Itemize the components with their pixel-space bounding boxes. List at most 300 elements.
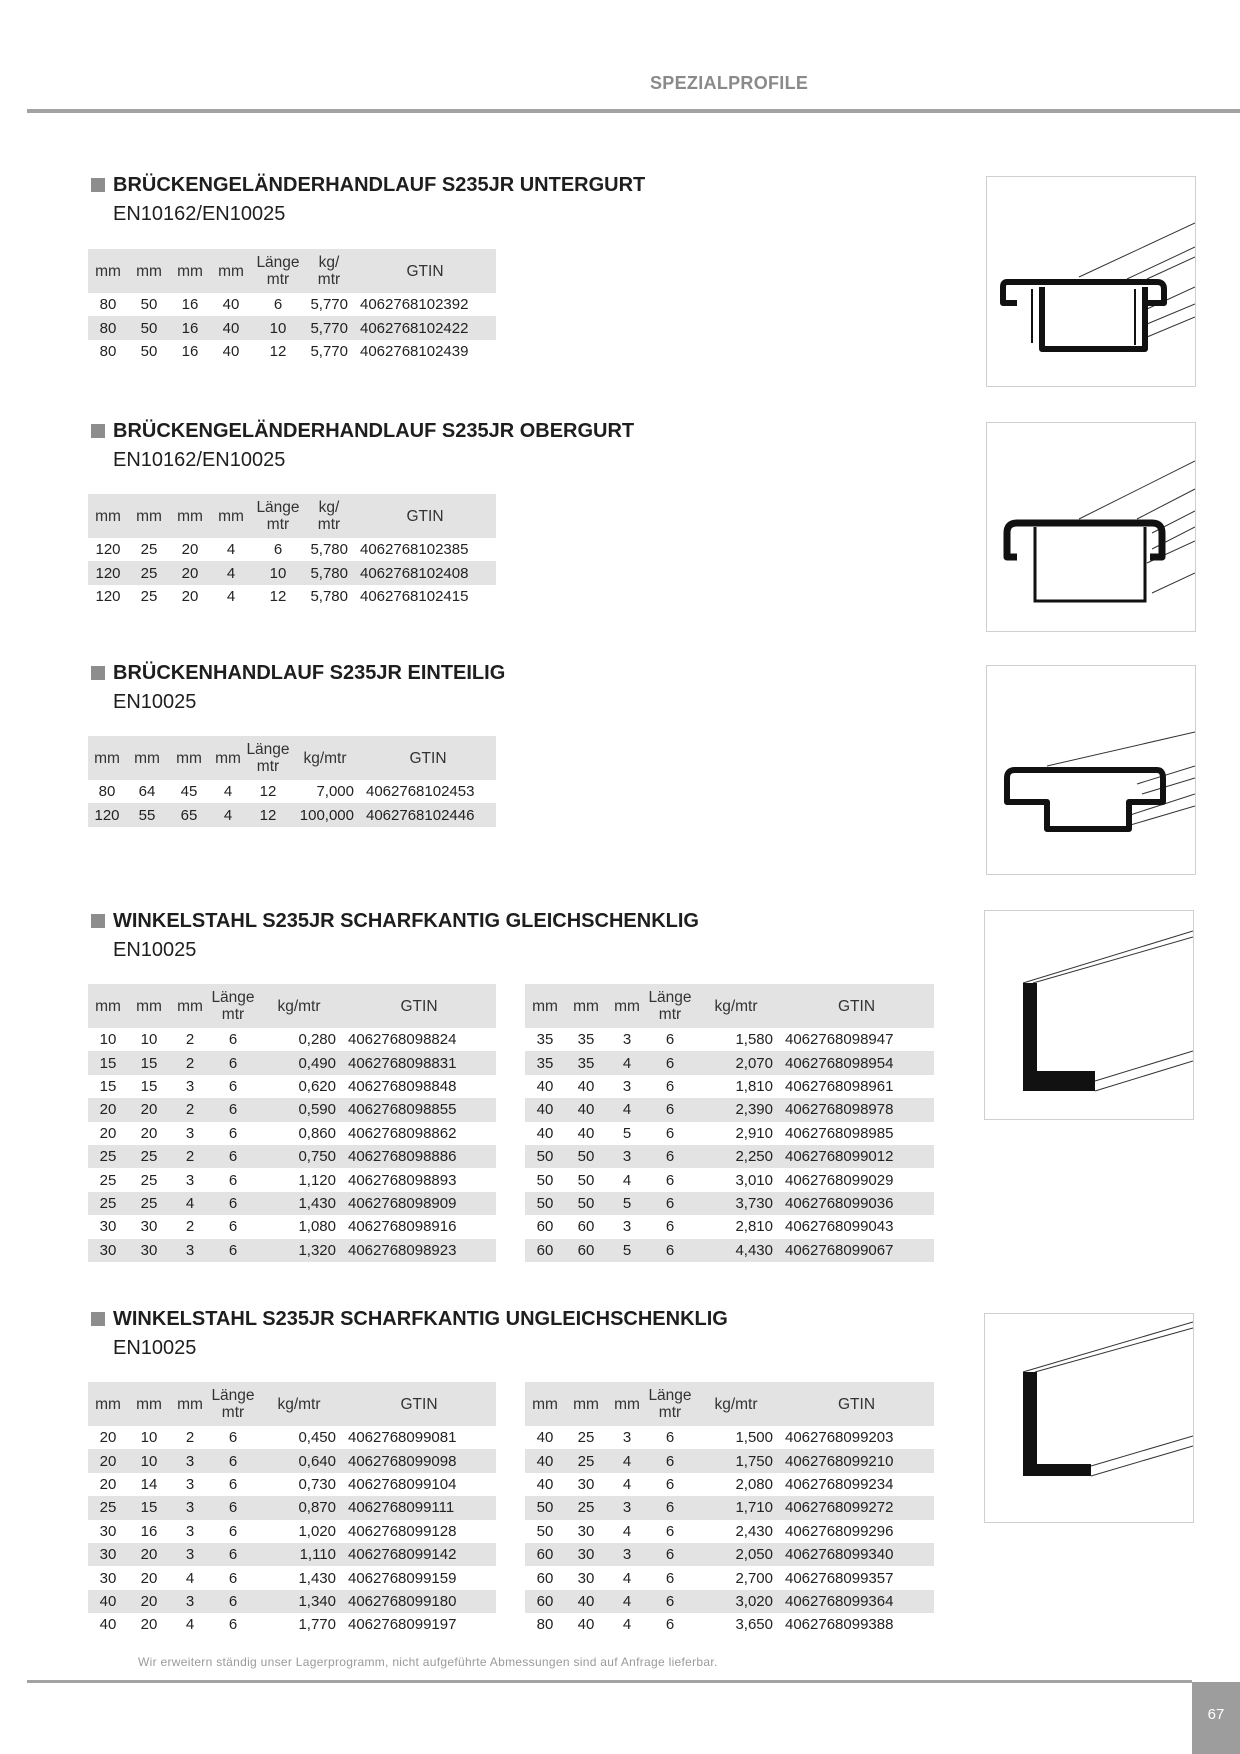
table-row: [525, 1028, 934, 1051]
table-cell: 6: [647, 1590, 693, 1613]
table-cell: 3: [185, 1124, 195, 1142]
table-cell: 6: [273, 296, 283, 314]
table-header-row: [525, 1382, 934, 1426]
table-row: [88, 585, 496, 608]
column-header: GTIN: [360, 736, 496, 780]
table-row: [88, 1496, 496, 1519]
gtin-cell: 4062768102392: [360, 296, 469, 314]
table-cell: 6: [665, 1475, 675, 1493]
table-cell: 15: [99, 1077, 117, 1095]
column-header: mm: [88, 249, 128, 293]
table-cell: 35: [536, 1031, 554, 1049]
table-cell: 50: [565, 1192, 607, 1215]
column-header: mm: [170, 249, 210, 293]
gtin-cell: 4062768099364: [779, 1590, 934, 1613]
table-cell: 1,430: [298, 1569, 336, 1587]
column-header: GTIN: [779, 984, 934, 1028]
section-standard: EN10025: [113, 691, 197, 713]
table-cell: 16: [181, 342, 199, 360]
table-cell: 15: [128, 1496, 170, 1519]
table-cell: 5,780: [310, 541, 348, 559]
table-cell: 0,640: [256, 1449, 342, 1472]
table-cell: 40: [88, 1590, 128, 1613]
table-cell: 25: [565, 1496, 607, 1519]
table-cell: 2,070: [693, 1051, 779, 1074]
section-einteilig: [88, 660, 505, 715]
gtin-cell: 4062768098954: [779, 1051, 934, 1074]
table-cell: 20: [140, 1124, 158, 1142]
gtin-cell: 4062768099180: [342, 1590, 496, 1613]
table-row: [88, 1192, 496, 1215]
table-cell: 5,770: [310, 296, 348, 314]
table-cell: 3: [170, 1590, 210, 1613]
table-cell: 15: [140, 1077, 158, 1095]
table-row: [525, 1473, 934, 1496]
table-cell: 3,010: [735, 1171, 773, 1189]
t-handrail-profile-drawing-icon: [986, 665, 1196, 875]
column-header: mm: [88, 494, 128, 538]
gtin-cell: 4062768099159: [348, 1569, 457, 1587]
gtin-cell: 4062768099081: [348, 1429, 457, 1447]
table-cell: 1,810: [735, 1077, 773, 1095]
gtin-cell: 4062768099234: [785, 1475, 894, 1493]
gtin-cell: 4062768098886: [342, 1145, 496, 1168]
table-cell: 80: [88, 316, 128, 339]
table-cell: 30: [128, 1239, 170, 1262]
table-cell: 6: [647, 1051, 693, 1074]
gtin-cell: 4062768102408: [354, 561, 496, 584]
column-header: mm: [128, 984, 170, 1028]
table-cell: 10: [99, 1031, 117, 1049]
gtin-cell: 4062768098909: [342, 1192, 496, 1215]
table-cell: 40: [222, 342, 240, 360]
table-cell: 25: [128, 561, 170, 584]
table-cell: 4: [223, 783, 233, 801]
table-cell: 50: [140, 296, 158, 314]
table-cell: 50: [577, 1171, 595, 1189]
column-header: Länge mtr: [246, 736, 290, 780]
section-standard: EN10162/EN10025: [113, 449, 286, 471]
table-cell: 4,430: [693, 1239, 779, 1262]
table-cell: 7,000: [316, 783, 354, 801]
table-cell: 4: [622, 1475, 632, 1493]
spec-table: [88, 249, 496, 363]
table-cell: 6: [647, 1543, 693, 1566]
table-row: [525, 1239, 934, 1262]
spec-table-left: [88, 984, 496, 1262]
gtin-cell: 4062768102446: [360, 803, 496, 826]
table-cell: 2,810: [735, 1218, 773, 1236]
table-cell: 4: [607, 1449, 647, 1472]
table-cell: 80: [99, 296, 117, 314]
table-cell: 20: [140, 1616, 158, 1634]
gtin-cell: 4062768102453: [366, 783, 475, 801]
gtin-cell: 4062768099340: [779, 1543, 934, 1566]
table-cell: 3: [185, 1077, 195, 1095]
table-cell: 4: [170, 1192, 210, 1215]
column-header: GTIN: [354, 249, 496, 293]
table-cell: 25: [140, 587, 158, 605]
table-cell: 2,910: [735, 1124, 773, 1142]
table-cell: 25: [565, 1449, 607, 1472]
table-row: [525, 1215, 934, 1238]
column-header: mm: [88, 736, 126, 780]
column-header: Länge mtr: [647, 1382, 693, 1426]
table-cell: 20: [128, 1098, 170, 1121]
table-row: [88, 1520, 496, 1543]
table-cell: 1,750: [693, 1449, 779, 1472]
table-cell: 60: [525, 1590, 565, 1613]
section-ungleichschenklig: [88, 1306, 728, 1361]
table-row: [88, 803, 496, 826]
table-cell: 50: [525, 1496, 565, 1519]
section-title: BRÜCKENHANDLAUF S235JR EINTEILIG: [113, 662, 506, 684]
column-header: Länge mtr: [210, 1382, 256, 1426]
table-row: [88, 1566, 496, 1589]
gtin-cell: 4062768098824: [348, 1031, 457, 1049]
spec-table-left: [88, 1382, 496, 1637]
page-header-title: SPEZIALPROFILE: [650, 73, 809, 93]
table-cell: 50: [140, 342, 158, 360]
table-cell: 4: [622, 1616, 632, 1634]
table-cell: 6: [665, 1429, 675, 1447]
table-cell: 35: [565, 1051, 607, 1074]
table-cell: 3: [170, 1543, 210, 1566]
column-header: mm: [607, 1382, 647, 1426]
table-row: [525, 1098, 934, 1121]
table-cell: 100,000: [290, 803, 360, 826]
table-cell: 120: [95, 587, 121, 605]
table-cell: 2: [170, 1098, 210, 1121]
table-cell: 4: [607, 1098, 647, 1121]
table-cell: 12: [269, 587, 287, 605]
gtin-cell: 4062768099357: [785, 1569, 894, 1587]
table-cell: 40: [565, 1098, 607, 1121]
table-row: [88, 1215, 496, 1238]
table-cell: 6: [228, 1429, 238, 1447]
table-cell: 1,120: [298, 1171, 336, 1189]
table-cell: 5: [607, 1192, 647, 1215]
table-cell: 25: [140, 1171, 158, 1189]
column-header: mm: [170, 1382, 210, 1426]
table-cell: 64: [138, 783, 156, 801]
table-cell: 1,770: [298, 1616, 336, 1634]
gtin-cell: 4062768099272: [779, 1496, 934, 1519]
column-header: kg/mtr: [290, 736, 360, 780]
table-row: [88, 1543, 496, 1566]
column-header: GTIN: [354, 494, 496, 538]
page-number: 67: [1192, 1682, 1240, 1754]
column-header: mm: [607, 984, 647, 1028]
table-cell: 3: [622, 1031, 632, 1049]
column-header: mm: [210, 249, 252, 293]
table-cell: 120: [88, 803, 126, 826]
table-cell: 40: [536, 1475, 554, 1493]
table-cell: 6: [210, 1543, 256, 1566]
table-cell: 6: [665, 1031, 675, 1049]
table-cell: 2,050: [693, 1543, 779, 1566]
table-cell: 15: [128, 1051, 170, 1074]
table-cell: 6: [210, 1051, 256, 1074]
table-cell: 40: [536, 1124, 554, 1142]
table-cell: 60: [577, 1218, 595, 1236]
table-cell: 0,590: [256, 1098, 342, 1121]
table-cell: 6: [647, 1098, 693, 1121]
table-cell: 3: [185, 1171, 195, 1189]
table-cell: 6: [665, 1522, 675, 1540]
table-row: [525, 1051, 934, 1074]
table-cell: 4: [622, 1569, 632, 1587]
table-cell: 80: [98, 783, 116, 801]
table-cell: 40: [99, 1616, 117, 1634]
table-cell: 5: [607, 1239, 647, 1262]
column-header: mm: [210, 494, 252, 538]
table-cell: 40: [536, 1077, 554, 1095]
unequal-angle-profile-drawing-icon: [984, 1313, 1194, 1523]
table-cell: 20: [88, 1098, 128, 1121]
section-untergurt: [88, 172, 645, 227]
column-header: Länge mtr: [252, 494, 304, 538]
gtin-cell: 4062768098831: [342, 1051, 496, 1074]
bullet-square-icon: [91, 424, 105, 438]
table-cell: 3: [622, 1429, 632, 1447]
table-row: [88, 340, 496, 363]
table-cell: 2: [185, 1218, 195, 1236]
table-cell: 30: [99, 1218, 117, 1236]
table-cell: 6: [228, 1031, 238, 1049]
table-cell: 5,770: [310, 342, 348, 360]
column-header: mm: [128, 494, 170, 538]
gtin-cell: 4062768099104: [348, 1475, 457, 1493]
table-cell: 60: [525, 1543, 565, 1566]
table-row: [88, 316, 496, 339]
table-cell: 16: [170, 316, 210, 339]
table-row: [88, 1613, 496, 1636]
table-row: [525, 1520, 934, 1543]
column-header: GTIN: [342, 1382, 496, 1426]
table-cell: 16: [140, 1522, 158, 1540]
column-header: GTIN: [779, 1382, 934, 1426]
table-cell: 4: [622, 1522, 632, 1540]
column-header: mm: [525, 984, 565, 1028]
table-cell: 20: [99, 1429, 117, 1447]
table-cell: 10: [252, 561, 304, 584]
table-cell: 40: [222, 296, 240, 314]
table-cell: 0,730: [298, 1475, 336, 1493]
gtin-cell: 4062768099029: [785, 1171, 894, 1189]
table-cell: 3: [170, 1449, 210, 1472]
table-cell: 30: [99, 1569, 117, 1587]
table-header-row: [88, 494, 496, 538]
gtin-cell: 4062768098916: [348, 1218, 457, 1236]
table-cell: 6: [647, 1145, 693, 1168]
table-cell: 2: [170, 1051, 210, 1074]
table-cell: 1,500: [735, 1429, 773, 1447]
table-cell: 45: [180, 783, 198, 801]
table-cell: 25: [88, 1192, 128, 1215]
column-header: mm: [128, 249, 170, 293]
table-cell: 6: [228, 1616, 238, 1634]
table-row: [525, 1075, 934, 1098]
column-header: mm: [170, 494, 210, 538]
table-cell: 50: [128, 316, 170, 339]
column-header: Länge mtr: [252, 249, 304, 293]
table-cell: 6: [665, 1124, 675, 1142]
gtin-cell: 4062768102415: [360, 587, 469, 605]
footer-rule: [27, 1680, 1192, 1683]
table-cell: 6: [210, 1449, 256, 1472]
table-cell: 50: [536, 1171, 554, 1189]
table-row: [525, 1566, 934, 1589]
column-header: mm: [88, 1382, 128, 1426]
table-cell: 80: [99, 342, 117, 360]
gtin-cell: 4062768098848: [348, 1077, 457, 1095]
table-cell: 30: [577, 1475, 595, 1493]
section-title: BRÜCKENGELÄNDERHANDLAUF S235JR UNTERGURT: [113, 174, 646, 196]
table-cell: 4: [185, 1616, 195, 1634]
gtin-cell: 4062768099036: [779, 1192, 934, 1215]
inverted-channel-profile-drawing-icon: [986, 422, 1196, 632]
table-row: [88, 1145, 496, 1168]
table-row: [88, 1473, 496, 1496]
section-gleichschenklig: [88, 908, 699, 963]
table-cell: 3,730: [693, 1192, 779, 1215]
table-cell: 40: [577, 1124, 595, 1142]
table-row: [525, 1122, 934, 1145]
section-title: WINKELSTAHL S235JR SCHARFKANTIG UNGLEICHSCHENKLIG: [113, 1308, 728, 1330]
gtin-cell: 4062768099142: [342, 1543, 496, 1566]
table-cell: 20: [181, 541, 199, 559]
gtin-cell: 4062768102385: [360, 541, 469, 559]
table-cell: 3,020: [693, 1590, 779, 1613]
table-cell: 120: [95, 541, 121, 559]
table-cell: 5,770: [304, 316, 354, 339]
table-cell: 4: [607, 1051, 647, 1074]
table-cell: 6: [210, 1590, 256, 1613]
table-cell: 2,430: [735, 1522, 773, 1540]
gtin-cell: 4062768099067: [779, 1239, 934, 1262]
table-row: [88, 538, 496, 561]
table-cell: 20: [99, 1124, 117, 1142]
table-cell: 20: [181, 587, 199, 605]
column-header: mm: [170, 984, 210, 1028]
table-cell: 1,710: [693, 1496, 779, 1519]
gtin-cell: 4062768099111: [342, 1496, 496, 1519]
table-cell: 10: [140, 1031, 158, 1049]
table-cell: 40: [525, 1449, 565, 1472]
table-cell: 60: [536, 1218, 554, 1236]
gtin-cell: 4062768098862: [348, 1124, 457, 1142]
section-obergurt: [88, 418, 634, 473]
table-row: [88, 1098, 496, 1121]
table-cell: 0,450: [298, 1429, 336, 1447]
bullet-square-icon: [91, 178, 105, 192]
table-cell: 6: [273, 541, 283, 559]
gtin-cell: 4062768099043: [785, 1218, 894, 1236]
table-cell: 4: [210, 803, 246, 826]
hat-profile-drawing-icon: [986, 176, 1196, 387]
table-cell: 0,280: [298, 1031, 336, 1049]
table-cell: 3: [185, 1522, 195, 1540]
table-cell: 4: [210, 561, 252, 584]
table-cell: 14: [140, 1475, 158, 1493]
table-cell: 10: [140, 1429, 158, 1447]
table-cell: 6: [228, 1569, 238, 1587]
table-cell: 0,620: [298, 1077, 336, 1095]
table-cell: 5,780: [310, 587, 348, 605]
column-header: kg/mtr: [256, 1382, 342, 1426]
table-cell: 1,320: [256, 1239, 342, 1262]
table-cell: 60: [565, 1239, 607, 1262]
table-cell: 25: [128, 1145, 170, 1168]
spec-table-right: [525, 984, 934, 1262]
table-cell: 3: [170, 1239, 210, 1262]
column-header: mm: [128, 1382, 170, 1426]
table-cell: 55: [126, 803, 168, 826]
table-cell: 2,080: [735, 1475, 773, 1493]
table-cell: 1,580: [735, 1031, 773, 1049]
table-cell: 20: [128, 1543, 170, 1566]
column-header: mm: [565, 1382, 607, 1426]
gtin-cell: 4062768099210: [779, 1449, 934, 1472]
spec-table: [88, 736, 496, 827]
table-cell: 6: [210, 1145, 256, 1168]
table-cell: 0,870: [256, 1496, 342, 1519]
table-cell: 2: [185, 1429, 195, 1447]
table-cell: 35: [577, 1031, 595, 1049]
column-header: mm: [525, 1382, 565, 1426]
table-cell: 60: [525, 1239, 565, 1262]
table-cell: 5: [622, 1124, 632, 1142]
bullet-square-icon: [91, 914, 105, 928]
column-header: mm: [565, 984, 607, 1028]
table-cell: 6: [228, 1124, 238, 1142]
table-cell: 3: [622, 1218, 632, 1236]
table-row: [88, 561, 496, 584]
table-cell: 1,430: [256, 1192, 342, 1215]
table-cell: 40: [525, 1098, 565, 1121]
table-cell: 0,750: [256, 1145, 342, 1168]
table-cell: 4: [226, 587, 236, 605]
table-cell: 20: [88, 1449, 128, 1472]
table-header-row: [88, 736, 496, 780]
table-cell: 0,490: [256, 1051, 342, 1074]
table-cell: 6: [665, 1616, 675, 1634]
table-cell: 50: [525, 1145, 565, 1168]
gtin-cell: 4062768099128: [348, 1522, 457, 1540]
table-cell: 20: [128, 1590, 170, 1613]
table-row: [88, 293, 496, 316]
table-cell: 12: [246, 803, 290, 826]
table-cell: 4: [185, 1569, 195, 1587]
table-cell: 6: [665, 1569, 675, 1587]
table-cell: 2: [185, 1031, 195, 1049]
table-cell: 3: [607, 1145, 647, 1168]
table-row: [88, 1426, 496, 1449]
table-row: [88, 1239, 496, 1262]
gtin-cell: 4062768098855: [342, 1098, 496, 1121]
table-cell: 40: [577, 1616, 595, 1634]
table-cell: 60: [536, 1569, 554, 1587]
column-header: kg/ mtr: [304, 494, 354, 538]
spec-table-right: [525, 1382, 934, 1637]
table-cell: 25: [140, 541, 158, 559]
table-cell: 40: [565, 1590, 607, 1613]
gtin-cell: 4062768099197: [348, 1616, 457, 1634]
table-row: [525, 1543, 934, 1566]
table-cell: 6: [210, 1239, 256, 1262]
column-header: Länge mtr: [647, 984, 693, 1028]
